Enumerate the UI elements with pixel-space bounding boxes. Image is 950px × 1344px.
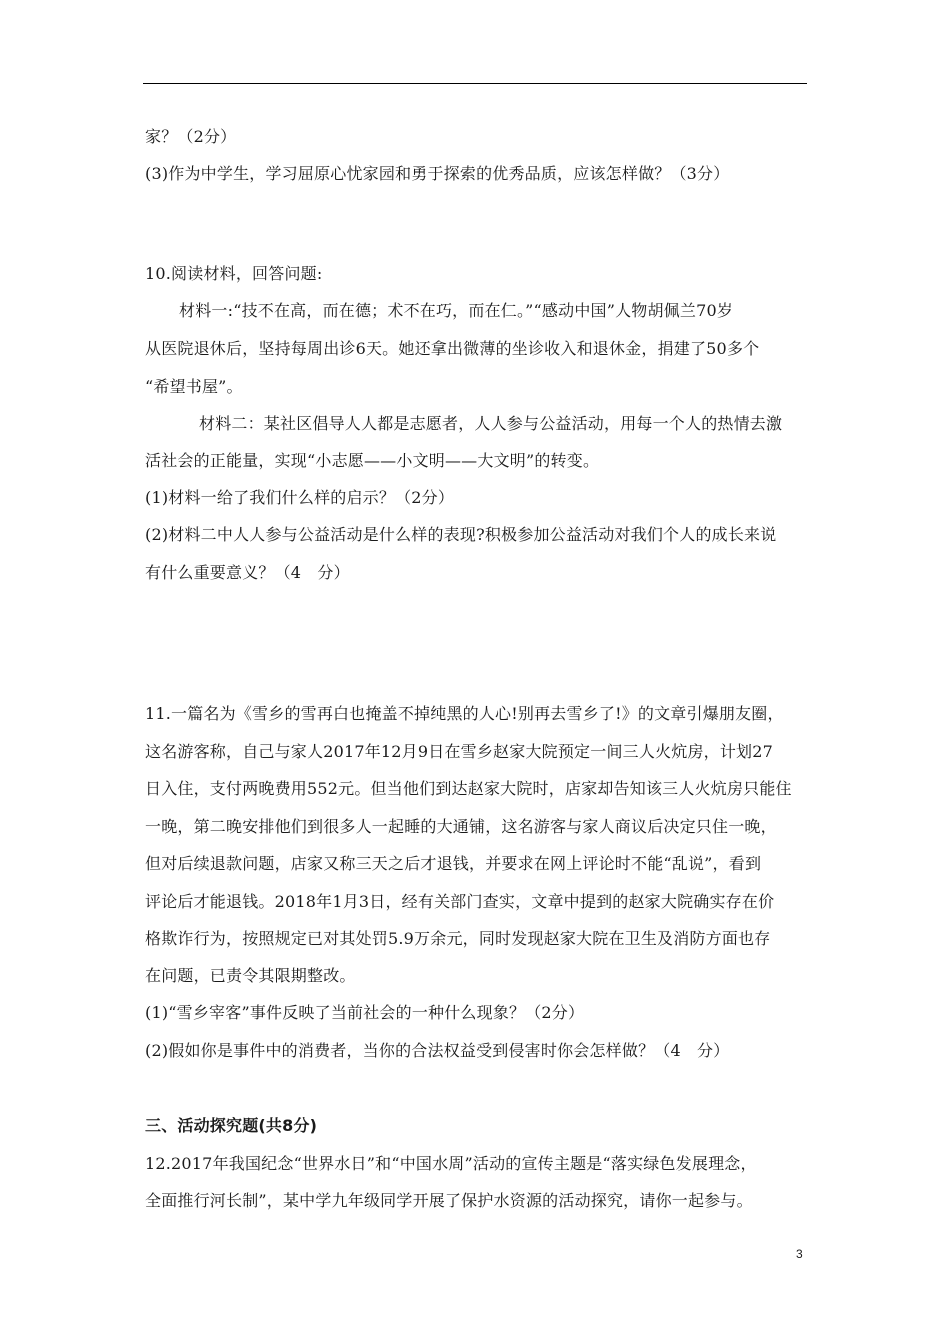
sub-question: (1)材料一给了我们什么样的启示？（2分）	[145, 488, 455, 507]
header-rule	[143, 83, 807, 84]
text-line: 格欺诈行为，按照规定已对其处罚5.9万余元，同时发现赵家大院在卫生及消防方面也存	[145, 929, 771, 948]
text-line: 家？（2分）	[145, 127, 237, 146]
text-line: 一晚，第二晚安排他们到很多人一起睡的大通铺，这名游客与家人商议后决定只住一晚，	[145, 817, 777, 836]
text-line: 材料二：某社区倡导人人都是志愿者，人人参与公益活动，用每一个人的热情去激	[199, 414, 783, 433]
question-10-title: 10.阅读材料，回答问题:	[145, 264, 323, 283]
sub-question: (1)“雪乡宰客”事件反映了当前社会的一种什么现象？（2分）	[145, 1003, 585, 1022]
text-line: (3)作为中学生，学习屈原心忧家园和勇于探索的优秀品质，应该怎样做？（3分）	[145, 164, 730, 183]
text-line: 从医院退休后，坚持每周出诊6天。她还拿出微薄的坐诊收入和退休金，捐建了50多个	[145, 339, 760, 358]
text-line: 评论后才能退钱。2018年1月3日，经有关部门查实，文章中提到的赵家大院确实存在价	[145, 892, 775, 911]
text-line: “希望书屋”。	[145, 377, 243, 396]
text-line: 全面推行河长制”，某中学九年级同学开展了保护水资源的活动探究，请你一起参与。	[145, 1191, 753, 1210]
section-heading: 三、活动探究题(共8分)	[145, 1116, 318, 1135]
sub-question: (2)材料二中人人参与公益活动是什么样的表现?积极参加公益活动对我们个人的成长来说	[145, 525, 777, 544]
text-line: 但对后续退款问题，店家又称三天之后才退钱，并要求在网上评论时不能“乱说”，看到	[145, 854, 762, 873]
text-line: 有什么重要意义？（4 分）	[145, 563, 350, 582]
text-line: 日入住，支付两晚费用552元。但当他们到达赵家大院时，店家却告知该三人火炕房只能住	[145, 779, 792, 798]
question-12-title: 12.2017年我国纪念“世界水日”和“中国水周”活动的宣传主题是“落实绿色发展理念，	[145, 1154, 757, 1173]
text-line: 材料一:“技不在高，而在德；术不在巧，而在仁。”“感动中国”人物胡佩兰70岁	[179, 301, 734, 320]
sub-question: (2)假如你是事件中的消费者，当你的合法权益受到侵害时你会怎样做？（4 分）	[145, 1041, 730, 1060]
text-line: 这名游客称，自己与家人2017年12月9日在雪乡赵家大院预定一间三人火炕房，计划27	[145, 742, 774, 761]
page-number: 3	[796, 1247, 803, 1261]
question-11-title: 11.一篇名为《雪乡的雪再白也掩盖不掉纯黑的人心!别再去雪乡了!》的文章引爆朋友圈，	[145, 704, 784, 723]
text-line: 活社会的正能量，实现“小志愿——小文明——大文明”的转变。	[145, 451, 600, 470]
text-line: 在问题，已责令其限期整改。	[145, 966, 356, 985]
